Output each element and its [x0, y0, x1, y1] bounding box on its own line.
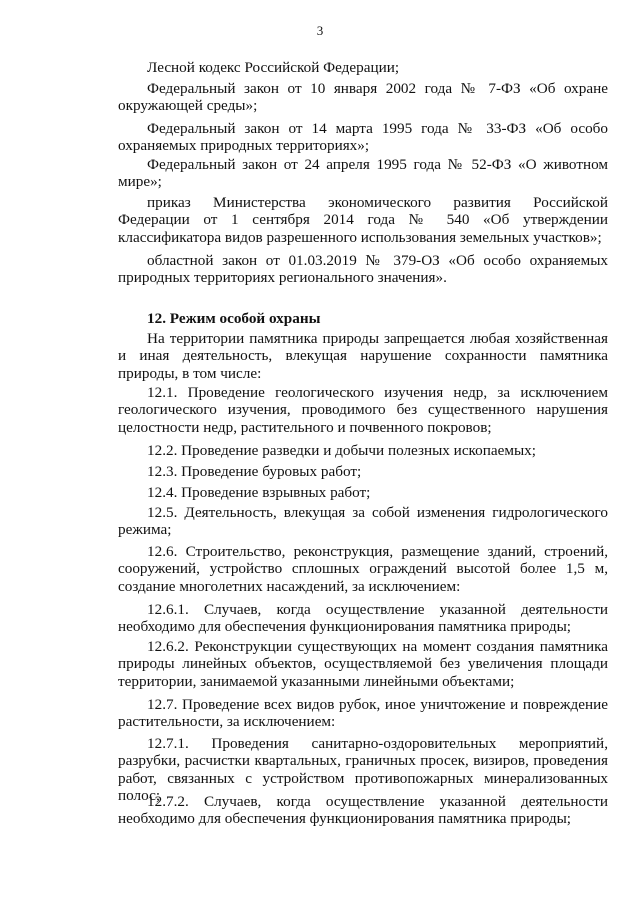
legal-basis-item: областной закон от 01.03.2019 № 379-ОЗ «Об особо охраняемых природных территориях регионального значения». [118, 252, 608, 287]
regime-item: 12.6. Строительство, реконструкция, размещение зданий, строений, сооружений, устройство сплошных ограждений высотой более 1,5 м, создание многолетних насаждений, за исключением: [118, 543, 608, 595]
legal-basis-item: Федеральный закон от 14 марта 1995 года № 33-ФЗ «Об особо охраняемых природных территориях»; [118, 120, 608, 155]
regime-item: 12.4. Проведение взрывных работ; [147, 484, 371, 501]
legal-basis-item: приказ Министерства экономического развития Российской Федерации от 1 сентября 2014 года № 540 «Об утверждении классификатора видов разрешенного использования земельных участков»; [118, 194, 608, 246]
regime-subitem: 12.6.2. Реконструкции существующих на момент создания памятника природы линейных объектов, осуществляемой без увеличения площади территории, занимаемой указанными линейными объектами; [118, 638, 608, 690]
regime-subitem: 12.7.2. Случаев, когда осуществление указанной деятельности необходимо для обеспечения функционирования памятника природы; [118, 793, 608, 828]
section-intro: На территории памятника природы запрещается любая хозяйственная и иная деятельность, влекущая нарушение сохранности памятника природы, в том числе: [118, 330, 608, 382]
legal-basis-item: Лесной кодекс Российской Федерации; [147, 59, 400, 76]
legal-basis-item: Федеральный закон от 10 января 2002 года № 7-ФЗ «Об охране окружающей среды»; [118, 80, 608, 115]
section-heading: 12. Режим особой охраны [147, 310, 321, 327]
regime-item: 12.5. Деятельность, влекущая за собой изменения гидрологического режима; [118, 504, 608, 539]
regime-item: 12.2. Проведение разведки и добычи полезных ископаемых; [147, 442, 536, 459]
page-number: 3 [316, 23, 324, 38]
legal-basis-item: Федеральный закон от 24 апреля 1995 года № 52-ФЗ «О животном мире»; [118, 156, 608, 191]
regime-item: 12.3. Проведение буровых работ; [147, 463, 362, 480]
regime-item: 12.7. Проведение всех видов рубок, иное уничтожение и повреждение растительности, за исключением: [118, 696, 608, 731]
regime-item: 12.1. Проведение геологического изучения недр, за исключением геологического изучения, проводимого без существенного нарушения целостности недр, растительного и почвенного покровов; [118, 384, 608, 436]
regime-subitem: 12.6.1. Случаев, когда осуществление указанной деятельности необходимо для обеспечения функционирования памятника природы; [118, 601, 608, 636]
regime-subitem: 12.7.1. Проведения санитарно-оздоровительных мероприятий, разрубки, расчистки квартальных, граничных просек, визиров, проведения работ, связанных с устройством противопожарных минерализованных полос; [118, 735, 608, 804]
